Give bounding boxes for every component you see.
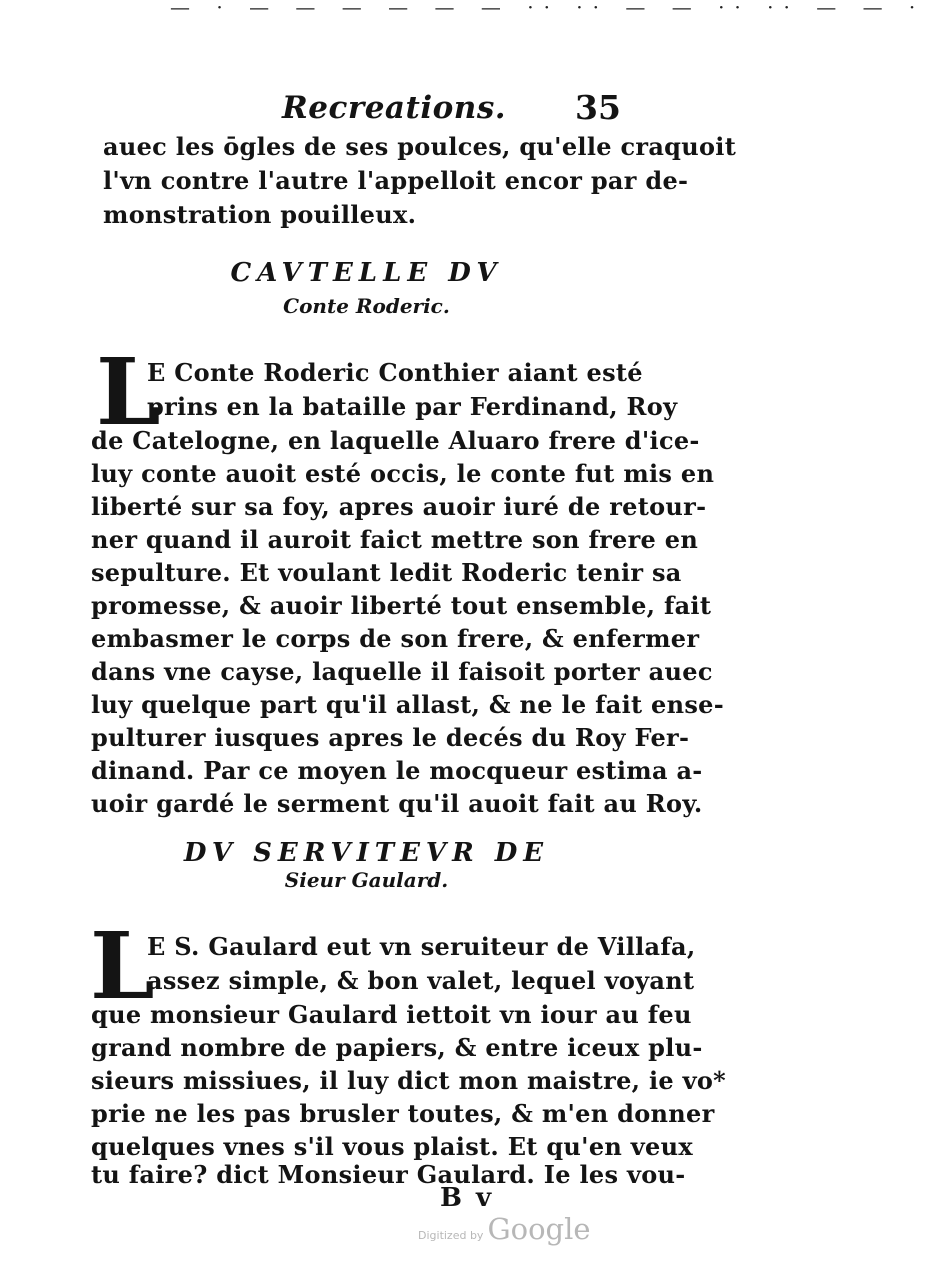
text-line: assez simple, & bon valet, lequel voyant [147,966,695,995]
text-line: de Catelogne, en laquelle Aluaro frere d'ice- [91,426,700,455]
text-line: liberté sur sa foy, apres auoir iuré de retour- [91,492,707,521]
text-line: promesse, & auoir liberté tout ensemble, fait [91,591,712,620]
text-line: sepulture. Et voulant ledit Roderic tenir sa [91,558,682,587]
text-line: dans vne cayse, laquelle il faisoit porter auec [91,657,713,686]
text-line: uoir gardé le serment qu'il auoit fait au Roy. [91,789,703,818]
text-line: l'vn contre l'autre l'appelloit encor par de- [103,166,689,195]
running-head [0,88,733,128]
page-number: 35 [575,88,621,127]
text-line: prie ne les pas brusler toutes, & m'en donner [91,1099,715,1128]
text-line: embasmer le corps de son frere, & enfermer [91,624,700,653]
section-heading: DV SERVITEVR DE [183,838,550,868]
drop-cap: L [96,338,161,446]
catchword: v [475,1183,506,1213]
section-subheading: Conte Roderic. [283,294,450,318]
text-line: monstration pouilleux. [103,200,417,229]
text-line: E S. Gaulard eut vn seruiteur de Villafa, [147,932,696,961]
text-line: que monsieur Gaulard iettoit vn iour au feu [91,1000,692,1029]
text-line: tu faire? dict Monsieur Gaulard. Ie les vou- [91,1160,686,1189]
text-line: grand nombre de papiers, & entre iceux plu- [91,1033,703,1062]
digitization-watermark [418,1212,591,1246]
text-line: luy quelque part qu'il allast, & ne le fait ense- [91,690,725,719]
text-line: luy conte auoit esté occis, le conte fut mis en [91,459,715,488]
top-edge-fragment: — · — — — — — — ·· ·· — — ·· ·· — — · [170,0,925,19]
signature-mark: B [440,1183,476,1213]
section-subheading: Sieur Gaulard. [284,868,449,892]
text-line: pulturer iusques apres le decés du Roy Fer- [91,723,690,752]
text-line: auec les ōgles de ses poulces, qu'elle craquoit [103,132,737,161]
signature-catchword [440,1183,505,1213]
section-heading: CAVTELLE DV [230,258,503,288]
text-line: sieurs missiues, il luy dict mon maistre, ie vo* [91,1066,727,1095]
text-line: ner quand il auroit faict mettre son frere en [91,525,699,554]
text-line: quelques vnes s'il vous plaist. Et qu'en veux [91,1132,693,1161]
text-line: dinand. Par ce moyen le mocqueur estima a- [91,756,703,785]
text-line: E Conte Roderic Conthier aiant esté [147,358,643,387]
watermark-brand: Google [487,1212,591,1246]
text-line: prins en la bataille par Ferdinand, Roy [147,392,678,421]
drop-cap: L [90,912,155,1020]
watermark-prefix: Digitized by [418,1229,484,1242]
running-title: Recreations. [282,90,507,126]
